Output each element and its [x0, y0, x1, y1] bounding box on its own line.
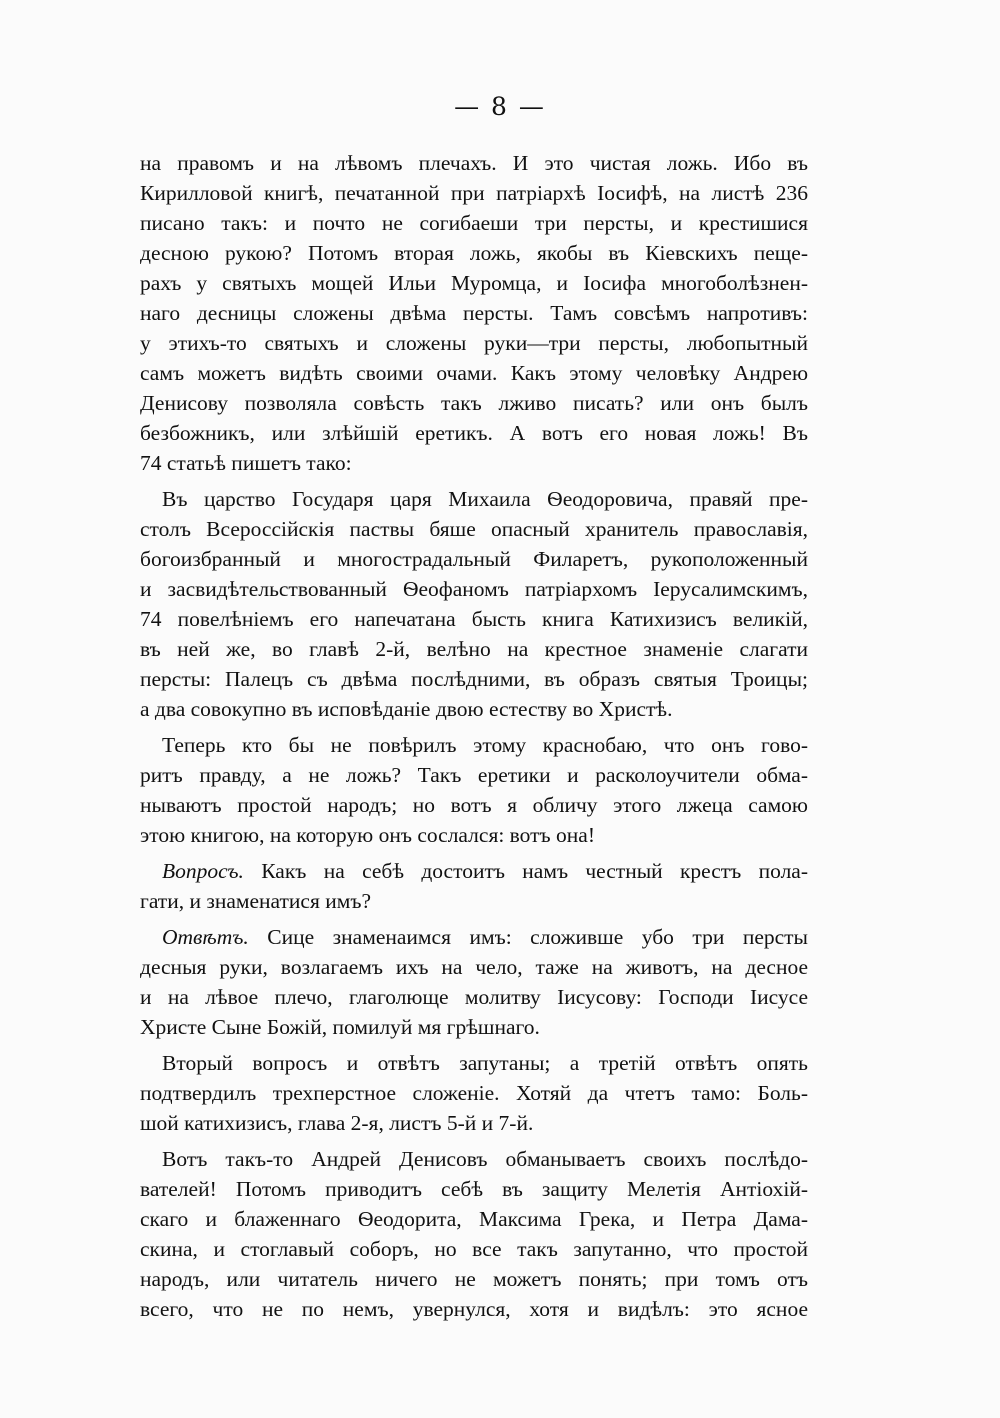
text-line: на правомъ и на лѣвомъ плечахъ. И это чистая ложь. Ибо въ — [140, 151, 808, 175]
text-line: подтвердилъ трехперстное сложеніе. Хотяй да чтетъ тамо: Боль- — [140, 1081, 808, 1105]
text-line: скина, и стоглавый соборъ, но все такъ запутанно, что простой — [140, 1237, 808, 1261]
text-line: народъ, или читатель ничего не можетъ понять; при томъ отъ — [140, 1267, 808, 1291]
paragraph — [140, 730, 808, 850]
text-line: Вторый вопросъ и отвѣтъ запутаны; а третій отвѣтъ опять — [162, 1051, 808, 1075]
text-line: наго десницы сложены двѣма персты. Тамъ совсѣмъ напротивъ: — [140, 301, 808, 325]
text-line: рахъ у святыхъ мощей Ильи Муромца, и Іосифа многоболѣзнен- — [140, 271, 808, 295]
text-line: Вотъ такъ-то Андрей Денисовъ обманываетъ своихъ послѣдо- — [162, 1147, 808, 1171]
paragraph — [140, 148, 808, 478]
text-line: Денисову позволяла совѣсть такъ лживо писать? или онъ былъ — [140, 391, 808, 415]
text-line: десною рукою? Потомъ вторая ложь, якобы въ Кіевскихъ пеще- — [140, 241, 808, 265]
text-line: Въ царство Государя царя Михаила Ѳеодоровича, правяй пре- — [162, 487, 808, 511]
text-line: гати, и знаменатися имъ? — [140, 889, 371, 913]
text-line: 74 статьѣ пишетъ тако: — [140, 451, 352, 475]
text-run: Сице знаменаимся имъ: сложивше убо три персты — [267, 925, 808, 949]
text-line: персты: Палецъ съ двѣма послѣдними, въ образъ святыя Троицы; — [140, 667, 808, 691]
text-line: безбожникъ, или злѣйшій еретикъ. А вотъ его новая ложь! Въ — [140, 421, 808, 445]
text-line — [140, 856, 808, 886]
text-line: всего, что не по немъ, увернулся, хотя и видѣлъ: это ясное — [140, 1297, 808, 1321]
question-lead: Вопросъ. — [162, 859, 244, 883]
page-number: — 8 — — [454, 92, 546, 121]
paragraph — [140, 1144, 808, 1324]
text-line: и на лѣвое плечо, глаголюще молитву Іисусову: Господи Іисусе — [140, 985, 808, 1009]
paragraph-question — [140, 856, 808, 916]
text-line: Христе Сыне Божій, помилуй мя грѣшнаго. — [140, 1015, 540, 1039]
text-line: богоизбранный и многострадальный Филаретъ, рукоположенный — [140, 547, 808, 571]
body-text — [140, 148, 808, 1330]
paragraph — [140, 484, 808, 724]
text-line: и засвидѣтельствованный Ѳеофаномъ патріархомъ Іерусалимскимъ, — [140, 577, 808, 601]
text-line — [140, 922, 808, 952]
text-line: 74 повелѣніемъ его напечатана бысть книга Катихизисъ великій, — [140, 607, 808, 631]
text-line: ритъ правду, а не ложь? Такъ еретики и расколоучители обма- — [140, 763, 808, 787]
text-line: вателей! Потомъ приводитъ себѣ въ защиту Мелетія Антіохій- — [140, 1177, 808, 1201]
text-line: Кирилловой книгѣ, печатанной при патріархѣ Іосифѣ, на листѣ 236 — [140, 181, 808, 205]
text-line: самъ можетъ видѣть своими очами. Какъ этому человѣку Андрею — [140, 361, 808, 385]
text-line: этою книгою, на которую онъ сослался: вотъ она! — [140, 823, 595, 847]
text-line: а два совокупно въ исповѣданіе двою естеству во Христѣ. — [140, 697, 673, 721]
answer-lead: Отвѣтъ. — [162, 925, 249, 949]
text-line: у этихъ-то святыхъ и сложены руки—три персты, любопытный — [140, 331, 808, 355]
text-line: писано такъ: и почто не согибаеши три персты, и крестишися — [140, 211, 808, 235]
text-line: шой катихизисъ, глава 2-я, листъ 5-й и 7-й. — [140, 1111, 534, 1135]
text-line: нываютъ простой народъ; но вотъ я обличу этого лжеца самою — [140, 793, 808, 817]
text-line: въ ней же, во главѣ 2-й, велѣно на крестное знаменіе слагати — [140, 637, 808, 661]
text-line: десныя руки, возлагаемъ ихъ на чело, таже на животъ, на десное — [140, 955, 808, 979]
text-line: скаго и блаженнаго Ѳеодорита, Максима Грека, и Петра Дама- — [140, 1207, 808, 1231]
text-line: столъ Всероссійскія паствы бяше опасный хранитель православія, — [140, 517, 808, 541]
paragraph — [140, 1048, 808, 1138]
text-line: Теперь кто бы не повѣрилъ этому краснобаю, что онъ гово- — [162, 733, 808, 757]
text-run: Какъ на себѣ достоитъ намъ честный крестъ пола- — [261, 859, 808, 883]
paragraph-answer — [140, 922, 808, 1042]
